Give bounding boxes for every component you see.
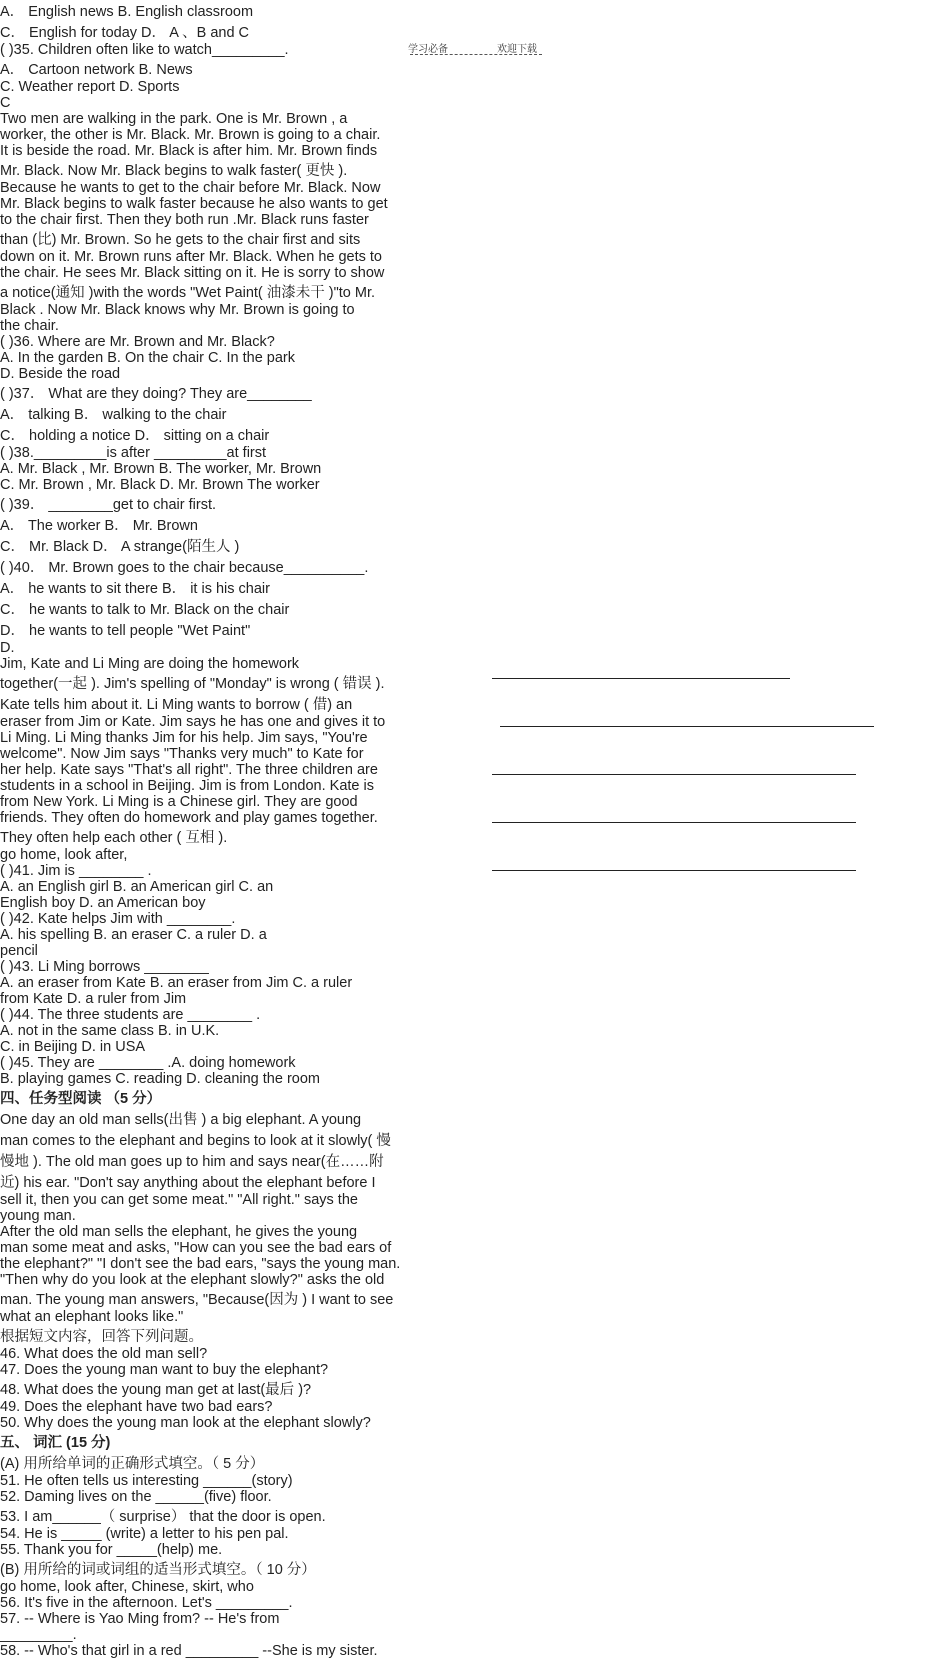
right-text-line: 慢地 ). The old man goes up to him and says near(在……附 xyxy=(0,1154,384,1170)
left-text-line: A． Cartoon network B. News xyxy=(0,62,193,78)
left-text-line: Mr. Black begins to walk faster because he also wants to get xyxy=(0,196,388,212)
right-text-line: what an elephant looks like." xyxy=(0,1309,184,1325)
right-text-line: 47. Does the young man want to buy the elephant? xyxy=(0,1362,329,1378)
left-text-line: ( )38._________is after _________at first xyxy=(0,445,267,461)
left-text-line: together(一起 ). Jim's spelling of "Monday" is wrong ( 错误 ). xyxy=(0,676,385,692)
left-text-line: worker, the other is Mr. Black. Mr. Brown is going to a chair. xyxy=(0,127,381,143)
right-text-line: _________. xyxy=(0,1627,77,1643)
right-text-line: young man. xyxy=(0,1208,76,1224)
right-text-line: ( )43. Li Ming borrows ________ xyxy=(0,959,209,975)
right-text-line: "Then why do you look at the elephant slowly?" asks the old xyxy=(0,1272,385,1288)
left-text-line: C. Mr. Brown , Mr. Black D. Mr. Brown The worker xyxy=(0,477,320,493)
left-text-line: It is beside the road. Mr. Black is after him. Mr. Brown finds xyxy=(0,143,378,159)
right-text-line: ( )45. They are ________ .A. doing homework xyxy=(0,1055,296,1071)
left-text-line: ( )41. Jim is ________ . xyxy=(0,863,152,879)
right-text-line: pencil xyxy=(0,943,38,959)
left-text-line: go home, look after, xyxy=(0,847,128,863)
header-right-text: 欢迎下载 xyxy=(497,44,537,55)
left-text-line: C． English for today D． A 、B and C xyxy=(0,25,250,41)
right-text-line: 54. He is _____ (write) a letter to his pen pal. xyxy=(0,1526,289,1542)
header-left-text: 学习必备 xyxy=(408,44,448,55)
left-text-line: to the chair first. Then they both run .Mr. Black runs faster xyxy=(0,212,369,228)
answer-line-49[interactable] xyxy=(492,822,856,823)
left-text-line: a notice(通知 )with the words "Wet Paint( 油漆未干 )"to Mr. xyxy=(0,285,376,301)
left-text-line: Kate tells him about it. Li Ming wants to borrow ( 借) an xyxy=(0,697,353,713)
left-text-line: than (比) Mr. Brown. So he gets to the chair first and sits xyxy=(0,232,361,248)
right-text-line: man some meat and asks, "How can you see the bad ears of xyxy=(0,1240,392,1256)
left-text-line: English boy D. an American boy xyxy=(0,895,206,911)
left-text-line: C． he wants to talk to Mr. Black on the chair xyxy=(0,602,290,618)
left-text-line: ( )40． Mr. Brown goes to the chair because__________. xyxy=(0,560,369,576)
left-text-line: ( )37． What are they doing? They are________ xyxy=(0,386,312,402)
header-divider xyxy=(410,54,542,55)
left-text-line: the chair. He sees Mr. Black sitting on it. He is sorry to show xyxy=(0,265,385,281)
left-text-line: Mr. Black. Now Mr. Black begins to walk faster( 更快 ). xyxy=(0,163,348,179)
right-text-line: 50. Why does the young man look at the elephant slowly? xyxy=(0,1415,371,1431)
left-text-line: C xyxy=(0,95,11,111)
left-text-line: her help. Kate says "That's all right". The three children are xyxy=(0,762,378,778)
right-text-line: man. The young man answers, "Because(因为 ) I want to see xyxy=(0,1292,394,1308)
answer-line-48[interactable] xyxy=(492,774,856,775)
left-text-line: the chair. xyxy=(0,318,59,334)
left-text-line: down on it. Mr. Brown runs after Mr. Black. When he gets to xyxy=(0,249,382,265)
left-text-line: Black . Now Mr. Black knows why Mr. Brown is going to xyxy=(0,302,355,318)
left-text-line: A. an English girl B. an American girl C. an xyxy=(0,879,274,895)
right-text-line: the elephant?" "I don't see the bad ears, "says the young man. xyxy=(0,1256,401,1272)
left-text-line: from New York. Li Ming is a Chinese girl. They are good xyxy=(0,794,358,810)
left-text-line: D. xyxy=(0,640,15,656)
left-text-line: Two men are walking in the park. One is Mr. Brown , a xyxy=(0,111,348,127)
right-text-line: 53. I am______（ surprise） that the door is open. xyxy=(0,1509,326,1525)
right-text-line: (A) 用所给单词的正确形式填空。（ 5 分） xyxy=(0,1456,265,1472)
right-text-line: 48. What does the young man get at last(最后 )? xyxy=(0,1382,312,1398)
left-text-line: ( )42. Kate helps Jim with ________. xyxy=(0,911,236,927)
left-text-line: Because he wants to get to the chair before Mr. Black. Now xyxy=(0,180,381,196)
left-text-line: A． he wants to sit there B． it is his chair xyxy=(0,581,270,597)
left-text-line: ( )36. Where are Mr. Brown and Mr. Black? xyxy=(0,334,275,350)
right-text-line: C. in Beijing D. in USA xyxy=(0,1039,146,1055)
left-text-line: friends. They often do homework and play games together. xyxy=(0,810,378,826)
right-text-line: 49. Does the elephant have two bad ears? xyxy=(0,1399,273,1415)
right-text-line: (B) 用所给的词或词组的适当形式填空。（ 10 分） xyxy=(0,1562,316,1578)
left-text-line: C． Mr. Black D． A strange(陌生人 ) xyxy=(0,539,240,555)
left-text-line: students in a school in Beijing. Jim is from London. Kate is xyxy=(0,778,374,794)
right-text-line: A. not in the same class B. in U.K. xyxy=(0,1023,220,1039)
left-text-line: welcome". Now Jim says "Thanks very much" to Kate for xyxy=(0,746,364,762)
right-text-line: 56. It's five in the afternoon. Let's _________. xyxy=(0,1595,293,1611)
left-text-line: Li Ming. Li Ming thanks Jim for his help. Jim says, "You're xyxy=(0,730,368,746)
right-text-line: 51. He often tells us interesting ______(story) xyxy=(0,1473,293,1489)
right-text-line: A. his spelling B. an eraser C. a ruler D. a xyxy=(0,927,267,943)
left-text-line: Jim, Kate and Li Ming are doing the homework xyxy=(0,656,300,672)
answer-line-47[interactable] xyxy=(500,726,874,727)
right-text-line: One day an old man sells(出售 ) a big elephant. A young xyxy=(0,1112,362,1128)
right-text-line: 近) his ear. "Don't say anything about the elephant before I xyxy=(0,1175,376,1191)
right-text-line: 55. Thank you for _____(help) me. xyxy=(0,1542,223,1558)
left-text-line: eraser from Jim or Kate. Jim says he has one and gives it to xyxy=(0,714,386,730)
right-column xyxy=(0,927,950,1659)
left-text-line: C. Weather report D. Sports xyxy=(0,79,180,95)
left-text-line: A． The worker B． Mr. Brown xyxy=(0,518,198,534)
right-text-line: 57. -- Where is Yao Ming from? -- He's from xyxy=(0,1611,280,1627)
right-text-line: 46. What does the old man sell? xyxy=(0,1346,208,1362)
right-text-line: After the old man sells the elephant, he gives the young xyxy=(0,1224,358,1240)
answer-line-46[interactable] xyxy=(492,678,790,679)
right-text-line: man comes to the elephant and begins to look at it slowly( 慢 xyxy=(0,1133,391,1149)
left-text-line: They often help each other ( 互相 ). xyxy=(0,830,228,846)
right-text-line: ( )44. The three students are ________ . xyxy=(0,1007,261,1023)
left-text-line: A． English news B. English classroom xyxy=(0,4,254,20)
right-text-line: B. playing games C. reading D. cleaning the room xyxy=(0,1071,320,1087)
right-text-line: go home, look after, Chinese, skirt, who xyxy=(0,1579,254,1595)
left-text-line: ( )39． ________get to chair first. xyxy=(0,497,217,513)
right-text-line: 根据短文内容，回答下列问题。 xyxy=(0,1329,203,1345)
right-text-line: 58. -- Who's that girl in a red _________ --She is my sister. xyxy=(0,1643,378,1659)
left-text-line: A. Mr. Black , Mr. Brown B. The worker, Mr. Brown xyxy=(0,461,322,477)
right-text-line: sell it, then you can get some meat." "All right." says the xyxy=(0,1192,358,1208)
left-text-line: ( )35. Children often like to watch_________. xyxy=(0,42,289,58)
right-text-line: 52. Daming lives on the ______(five) floor. xyxy=(0,1489,272,1505)
left-text-line: D． he wants to tell people "Wet Paint" xyxy=(0,623,251,639)
right-text-line: 四、任务型阅读 （5 分） xyxy=(0,1091,162,1107)
answer-line-50[interactable] xyxy=(492,870,856,871)
right-text-line: from Kate D. a ruler from Jim xyxy=(0,991,187,1007)
left-text-line: A． talking B． walking to the chair xyxy=(0,407,227,423)
left-text-line: C． holding a notice D． sitting on a chair xyxy=(0,428,270,444)
left-text-line: D. Beside the road xyxy=(0,366,121,382)
page-header xyxy=(0,40,950,60)
right-text-line: A. an eraser from Kate B. an eraser from Jim C. a ruler xyxy=(0,975,353,991)
left-text-line: A. In the garden B. On the chair C. In the park xyxy=(0,350,295,366)
right-text-line: 五、 词汇 (15 分) xyxy=(0,1435,111,1451)
